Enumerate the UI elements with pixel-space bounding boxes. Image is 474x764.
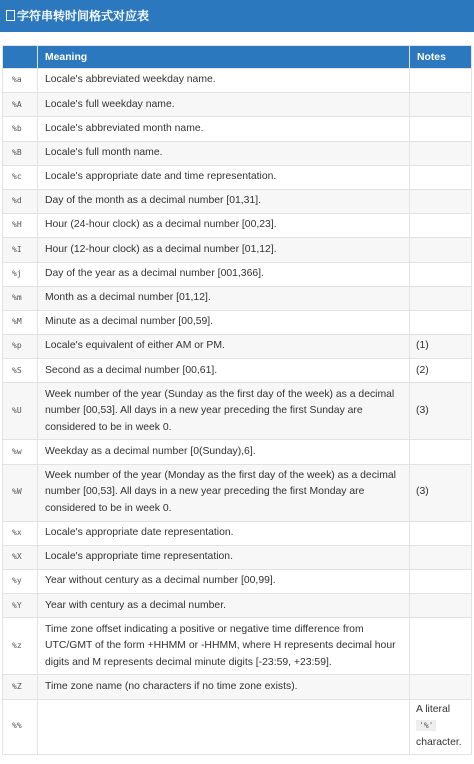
meaning-cell: Day of the month as a decimal number [01,31]. xyxy=(38,189,410,213)
meaning-cell: Locale's full weekday name. xyxy=(38,93,410,117)
header-directive xyxy=(3,46,38,69)
header-meaning: Meaning xyxy=(38,46,410,69)
directive-cell: %B xyxy=(3,141,38,165)
page-title-bar xyxy=(0,0,474,32)
table-header-row xyxy=(3,46,472,69)
table-row xyxy=(3,93,472,117)
directive-cell: %S xyxy=(3,359,38,383)
meaning-cell: Time zone offset indicating a positive or negative time difference from UTC/GMT of the form +HHMM or -HHMM, where H represents decimal hour digits and M represents decimal minute digits [-23:59, +23:59]. xyxy=(38,618,410,675)
format-table xyxy=(2,45,472,755)
notes-text-after: character. xyxy=(416,736,462,748)
meaning-cell: Day of the year as a decimal number [001,366]. xyxy=(38,262,410,286)
notes-cell xyxy=(410,238,472,262)
meaning-cell: Week number of the year (Sunday as the first day of the week) as a decimal number [00,53]. All days in a new year preceding the first Sunday are considered to be in week 0. xyxy=(38,383,410,440)
meaning-cell: Locale's abbreviated month name. xyxy=(38,117,410,141)
box-glyph-icon xyxy=(6,10,15,21)
directive-cell: %% xyxy=(3,699,38,754)
meaning-cell: Locale's full month name. xyxy=(38,141,410,165)
table-row xyxy=(3,521,472,545)
table-row xyxy=(3,570,472,594)
header-notes: Notes xyxy=(410,46,472,69)
notes-cell xyxy=(410,189,472,213)
table-row xyxy=(3,359,472,383)
notes-cell xyxy=(410,141,472,165)
meaning-cell: Hour (12-hour clock) as a decimal number [01,12]. xyxy=(38,238,410,262)
notes-cell xyxy=(410,117,472,141)
directive-cell: %A xyxy=(3,93,38,117)
notes-cell xyxy=(410,675,472,699)
table-row xyxy=(3,594,472,618)
table-row xyxy=(3,440,472,464)
directive-cell: %M xyxy=(3,310,38,334)
directive-cell: %Z xyxy=(3,675,38,699)
directive-cell: %d xyxy=(3,189,38,213)
meaning-cell: Locale's appropriate date representation. xyxy=(38,521,410,545)
table-row xyxy=(3,335,472,359)
table-row xyxy=(3,69,472,93)
notes-cell: (3) xyxy=(410,464,472,521)
directive-cell: %j xyxy=(3,262,38,286)
directive-cell: %Y xyxy=(3,594,38,618)
notes-cell xyxy=(410,69,472,93)
meaning-cell xyxy=(38,699,410,754)
notes-cell xyxy=(410,286,472,310)
meaning-cell: Weekday as a decimal number [0(Sunday),6]. xyxy=(38,440,410,464)
notes-cell: (3) xyxy=(410,383,472,440)
directive-cell: %m xyxy=(3,286,38,310)
table-row xyxy=(3,117,472,141)
notes-cell xyxy=(410,310,472,334)
notes-cell xyxy=(410,594,472,618)
notes-cell xyxy=(410,521,472,545)
directive-cell: %W xyxy=(3,464,38,521)
notes-cell xyxy=(410,570,472,594)
notes-cell xyxy=(410,165,472,189)
table-row xyxy=(3,165,472,189)
meaning-cell: Minute as a decimal number [00,59]. xyxy=(38,310,410,334)
meaning-cell: Locale's appropriate time representation. xyxy=(38,545,410,569)
directive-cell: %U xyxy=(3,383,38,440)
literal-percent-code: '%' xyxy=(416,720,436,731)
table-row xyxy=(3,618,472,675)
table-row xyxy=(3,214,472,238)
directive-cell: %p xyxy=(3,335,38,359)
meaning-cell: Locale's abbreviated weekday name. xyxy=(38,69,410,93)
table-row xyxy=(3,310,472,334)
notes-cell xyxy=(410,440,472,464)
meaning-cell: Locale's appropriate date and time representation. xyxy=(38,165,410,189)
notes-cell xyxy=(410,545,472,569)
notes-cell xyxy=(410,699,472,754)
table-row xyxy=(3,699,472,754)
meaning-cell: Year without century as a decimal number [00,99]. xyxy=(38,570,410,594)
notes-cell xyxy=(410,214,472,238)
directive-cell: %w xyxy=(3,440,38,464)
table-row xyxy=(3,286,472,310)
directive-cell: %b xyxy=(3,117,38,141)
notes-cell xyxy=(410,618,472,675)
table-row xyxy=(3,189,472,213)
notes-cell xyxy=(410,93,472,117)
meaning-cell: Month as a decimal number [01,12]. xyxy=(38,286,410,310)
directive-cell: %y xyxy=(3,570,38,594)
meaning-cell: Week number of the year (Monday as the first day of the week) as a decimal number [00,53]. All days in a new year preceding the first Monday are considered to be in week 0. xyxy=(38,464,410,521)
directive-cell: %a xyxy=(3,69,38,93)
directive-cell: %z xyxy=(3,618,38,675)
meaning-cell: Time zone name (no characters if no time zone exists). xyxy=(38,675,410,699)
table-row xyxy=(3,262,472,286)
notes-cell: (1) xyxy=(410,335,472,359)
notes-text-before: A literal xyxy=(416,703,451,715)
table-row xyxy=(3,464,472,521)
table-row xyxy=(3,545,472,569)
directive-cell: %X xyxy=(3,545,38,569)
directive-cell: %I xyxy=(3,238,38,262)
meaning-cell: Locale's equivalent of either AM or PM. xyxy=(38,335,410,359)
meaning-cell: Second as a decimal number [00,61]. xyxy=(38,359,410,383)
directive-cell: %x xyxy=(3,521,38,545)
notes-cell xyxy=(410,262,472,286)
meaning-cell: Year with century as a decimal number. xyxy=(38,594,410,618)
table-row xyxy=(3,675,472,699)
table-row xyxy=(3,141,472,165)
table-row xyxy=(3,383,472,440)
notes-cell: (2) xyxy=(410,359,472,383)
meaning-cell: Hour (24-hour clock) as a decimal number [00,23]. xyxy=(38,214,410,238)
directive-cell: %H xyxy=(3,214,38,238)
table-row xyxy=(3,238,472,262)
page-title: 字符串转时间格式对应表 xyxy=(17,9,150,23)
directive-cell: %c xyxy=(3,165,38,189)
